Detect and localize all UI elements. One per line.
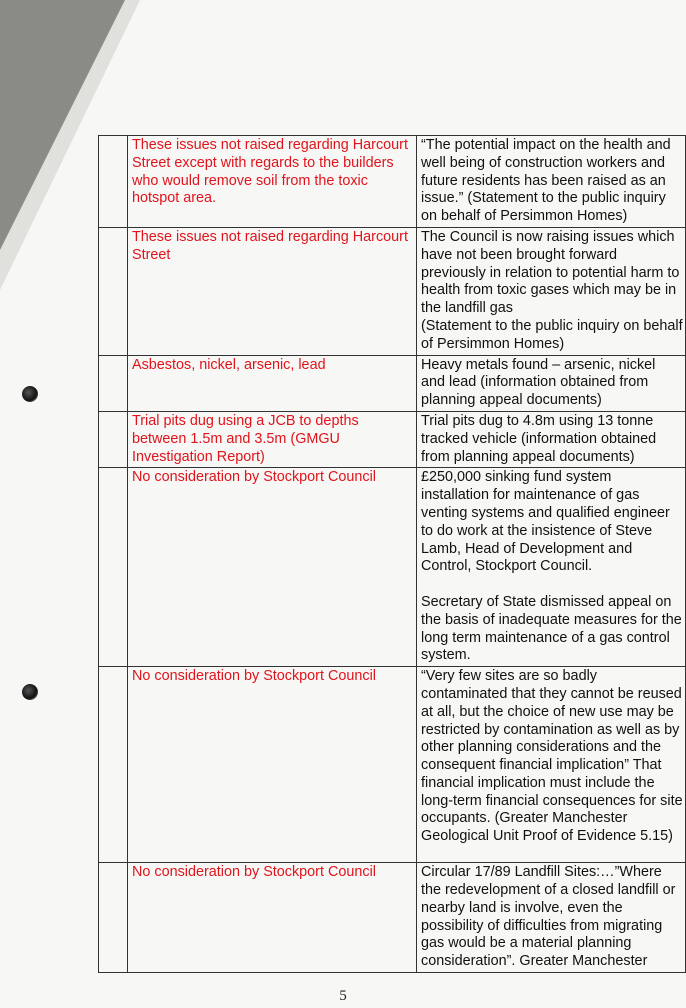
row-gutter bbox=[99, 136, 128, 228]
table-row bbox=[99, 411, 686, 467]
left-cell: These issues not raised regarding Harcourt Street bbox=[128, 227, 417, 355]
table-row bbox=[99, 227, 686, 355]
right-cell: Heavy metals found – arsenic, nickel and lead (information obtained from planning appeal documents) bbox=[417, 355, 686, 411]
right-cell: Trial pits dug to 4.8m using 13 tonne tracked vehicle (information obtained from planning appeal documents) bbox=[417, 411, 686, 467]
right-cell: Circular 17/89 Landfill Sites:…”Where the redevelopment of a closed landfill or nearby land is involve, even the possibility of difficulties from migrating gas would be a material planning consideration”. Greater Manchester bbox=[417, 863, 686, 973]
right-cell: The Council is now raising issues which have not been brought forward previously in relation to potential harm to health from toxic gases which may be in the landfill gas (Statement to the public inquiry on behalf of Persimmon Homes) bbox=[417, 227, 686, 355]
right-cell: “The potential impact on the health and well being of construction workers and future residents has been raised as an issue.” (Statement to the public inquiry on behalf of Persimmon Homes) bbox=[417, 136, 686, 228]
left-cell: Trial pits dug using a JCB to depths between 1.5m and 3.5m (GMGU Investigation Report) bbox=[128, 411, 417, 467]
table-row bbox=[99, 468, 686, 667]
punch-hole-top bbox=[22, 386, 38, 402]
row-gutter bbox=[99, 468, 128, 667]
row-gutter bbox=[99, 667, 128, 863]
table-row bbox=[99, 863, 686, 973]
left-cell: Asbestos, nickel, arsenic, lead bbox=[128, 355, 417, 411]
row-gutter bbox=[99, 863, 128, 973]
row-gutter bbox=[99, 411, 128, 467]
row-gutter bbox=[99, 227, 128, 355]
page-number: 5 bbox=[339, 988, 347, 1004]
left-cell: These issues not raised regarding Harcourt Street except with regards to the builders who would remove soil from the toxic hotspot area. bbox=[128, 136, 417, 228]
left-cell: No consideration by Stockport Council bbox=[128, 468, 417, 667]
left-cell: No consideration by Stockport Council bbox=[128, 863, 417, 973]
comparison-table bbox=[98, 135, 686, 973]
right-cell: “Very few sites are so badly contaminated that they cannot be reused at all, but the choice of new use may be restricted by contamination as well as by other planning considerations and the consequent financial implication” That financial implication must include the long-term financial consequences for site occupants. (Greater Manchester Geological Unit Proof of Evidence 5.15) bbox=[417, 667, 686, 863]
left-cell: No consideration by Stockport Council bbox=[128, 667, 417, 863]
table-row bbox=[99, 667, 686, 863]
punch-hole-bottom bbox=[22, 684, 38, 700]
table-row bbox=[99, 355, 686, 411]
right-cell: £250,000 sinking fund system installation for maintenance of gas venting systems and qualified engineer to do work at the insistence of Steve Lamb, Head of Development and Control, Stockport Council. Secretary of State dismissed appeal on the basis of inadequate measures for the long term maintenance of a gas control system. bbox=[417, 468, 686, 667]
table-row bbox=[99, 136, 686, 228]
row-gutter bbox=[99, 355, 128, 411]
